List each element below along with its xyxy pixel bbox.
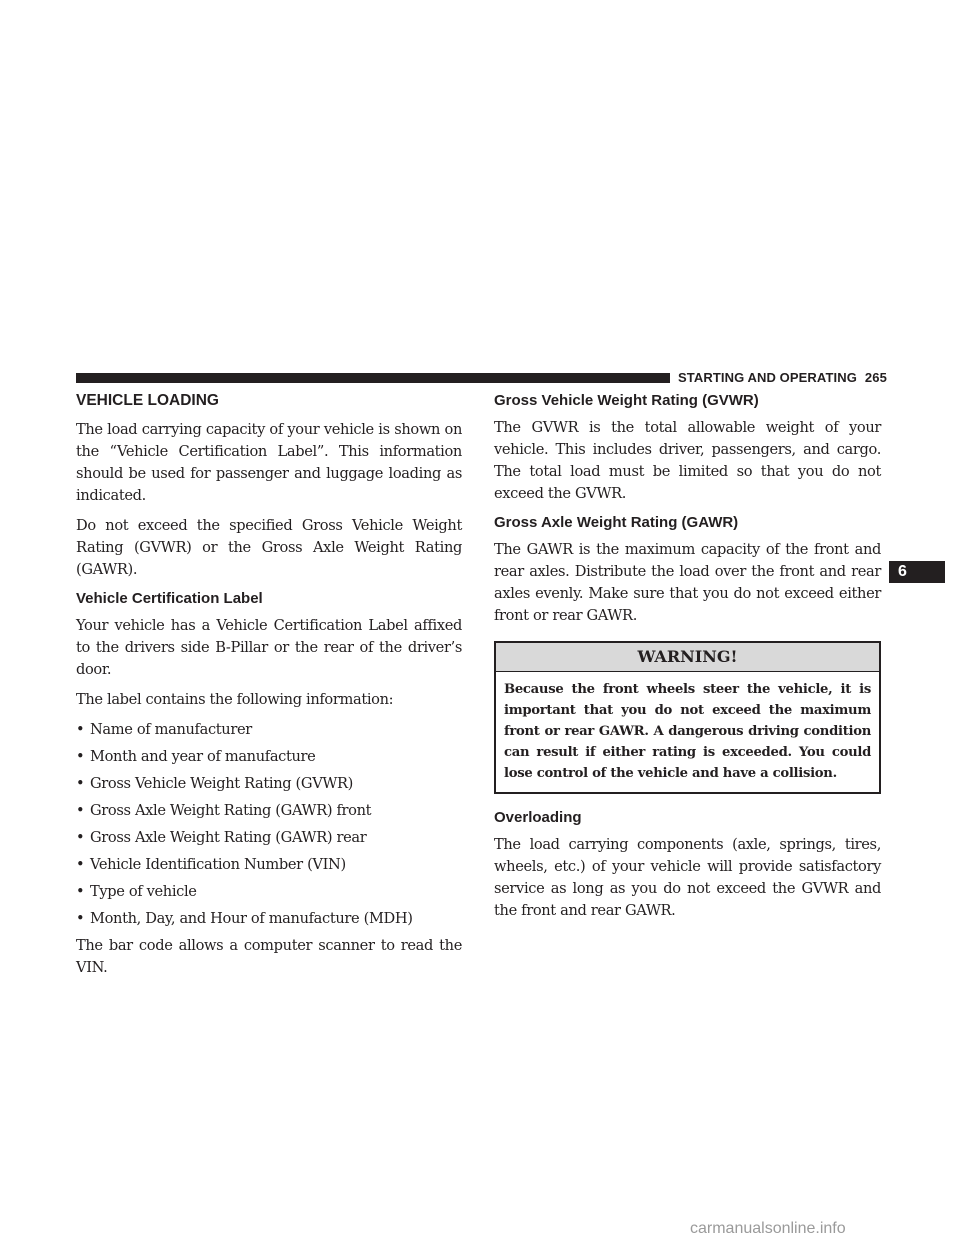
paragraph-gvwr: The GVWR is the total allowable weight of your vehicle. This includes driver, passengers, and cargo. The total load must be limited so that you do not exceed the GVWR. xyxy=(494,419,881,502)
bullet-icon: • xyxy=(76,883,85,900)
subheading-gvwr: Gross Vehicle Weight Rating (GVWR) xyxy=(494,392,759,409)
paragraph-load-capacity: The load carrying capacity of your vehicle is shown on the “Vehicle Certification Label”. This information should be used for passenger and luggage loading as indicated. xyxy=(76,421,462,504)
paragraph-bar-code: The bar code allows a computer scanner to read the VIN. xyxy=(76,937,462,976)
subheading-overloading: Overloading xyxy=(494,809,582,826)
list-item: • Name of manufacturer xyxy=(76,719,462,741)
section-title: STARTING AND OPERATING xyxy=(678,370,857,385)
bullet-icon: • xyxy=(76,829,85,846)
paragraph-label-location: Your vehicle has a Vehicle Certification Label affixed to the drivers side B-Pillar or the rear of the driver’s door. xyxy=(76,617,462,678)
left-column xyxy=(76,391,462,987)
paragraph-gawr: The GAWR is the maximum capacity of the front and rear axles. Distribute the load over the front and rear axles evenly. Make sure that you do not exceed either front or rear GAWR. xyxy=(494,541,881,624)
page-number: 265 xyxy=(864,370,887,385)
running-header xyxy=(678,370,887,385)
section-heading-vehicle-loading: VEHICLE LOADING xyxy=(76,392,219,409)
warning-box xyxy=(494,641,881,794)
chapter-tab: 6 xyxy=(889,561,945,583)
bullet-icon: • xyxy=(76,802,85,819)
warning-text: Because the front wheels steer the vehicle, it is important that you do not exceed the maximum front or rear GAWR. A dangerous driving condition can result if either rating is exceeded. You could lose control of the vehicle and have a collision. xyxy=(504,682,871,781)
header-rule xyxy=(76,373,670,383)
label-info-list xyxy=(76,719,462,930)
list-item: • Vehicle Identification Number (VIN) xyxy=(76,854,462,876)
bullet-icon: • xyxy=(76,748,85,765)
list-item: • Type of vehicle xyxy=(76,881,462,903)
list-item: • Gross Axle Weight Rating (GAWR) front xyxy=(76,800,462,822)
right-column xyxy=(494,391,881,930)
bullet-icon: • xyxy=(76,910,85,927)
list-item: • Gross Vehicle Weight Rating (GVWR) xyxy=(76,773,462,795)
bullet-icon: • xyxy=(76,775,85,792)
paragraph-overloading: The load carrying components (axle, springs, tires, wheels, etc.) of your vehicle will provide satisfactory service as long as you do not exceed the GVWR and the front and rear GAWR. xyxy=(494,836,881,919)
paragraph-label-contents: The label contains the following information: xyxy=(76,691,394,708)
list-item: • Month and year of manufacture xyxy=(76,746,462,768)
paragraph-do-not-exceed: Do not exceed the specified Gross Vehicle Weight Rating (GVWR) or the Gross Axle Weight Rating (GAWR). xyxy=(76,517,462,578)
list-item: • Gross Axle Weight Rating (GAWR) rear xyxy=(76,827,462,849)
bullet-icon: • xyxy=(76,856,85,873)
list-item: • Month, Day, and Hour of manufacture (MDH) xyxy=(76,908,462,930)
watermark: carmanualsonline.info xyxy=(690,1220,846,1237)
bullet-icon: • xyxy=(76,721,85,738)
subheading-gawr: Gross Axle Weight Rating (GAWR) xyxy=(494,514,739,531)
warning-title: WARNING! xyxy=(496,643,879,672)
subheading-certification-label: Vehicle Certification Label xyxy=(76,590,263,607)
